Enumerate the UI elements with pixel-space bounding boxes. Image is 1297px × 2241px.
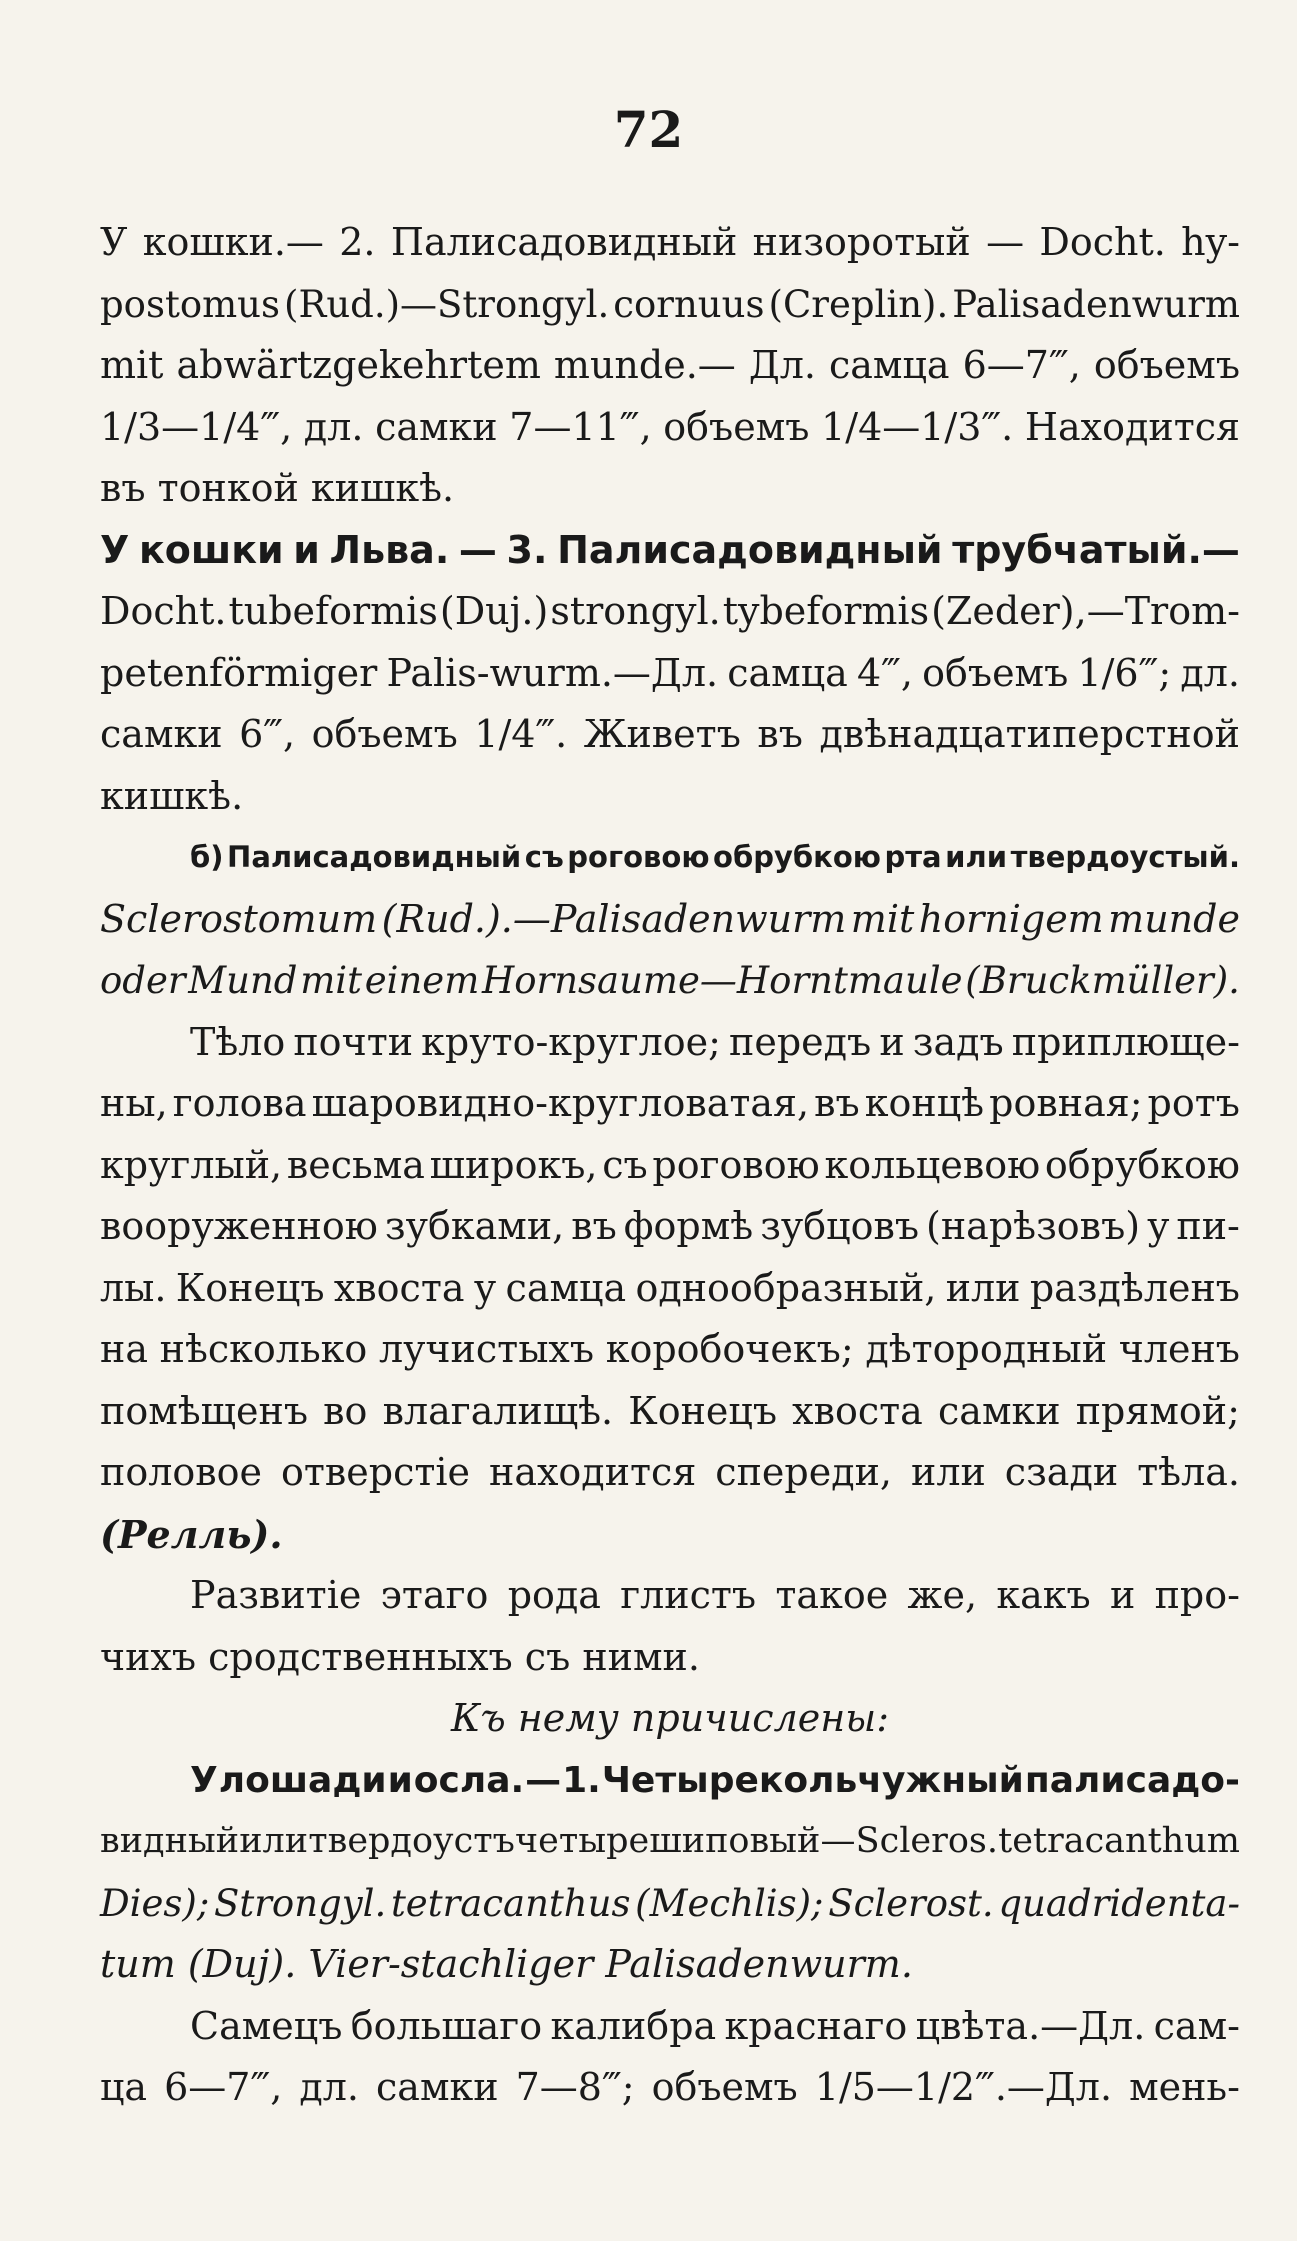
- text-line: (Релль).: [100, 1511, 283, 1557]
- text-line: вооруженною зубками, въ формѣ зубцовъ (нарѣзовъ) у пи-: [100, 1204, 1240, 1248]
- text-line: Docht. tubeformis (Duj.) strongyl. tybeformis (Zeder),—Trom-: [100, 589, 1240, 633]
- text-line: круглый, весьма широкъ, съ роговою кольцевою обрубкою: [100, 1142, 1240, 1187]
- text-line: чихъ сродственныхъ съ ними.: [100, 1634, 700, 1679]
- body-text: [100, 212, 1240, 2119]
- text-line: Самецъ большаго калибра краснаго цвѣта.—Дл. сам-: [190, 2003, 1240, 2048]
- text-line: лы. Конецъ хвоста у самца однообразный, или раздѣленъ: [100, 1265, 1240, 1310]
- text-line: Тѣло почти круто-круглое; передъ и задъ приплюще-: [190, 1019, 1240, 1064]
- text-line: видный или твердоустъ четырешиповый — Scleros. tetracanthum: [100, 1821, 1240, 1861]
- text-line: У кошки.— 2. Палисадовидный низоротый — Docht. hy-: [100, 220, 1240, 264]
- text-line: ца 6—7‴, дл. самки 7—8‴; объемъ 1/5—1/2‴.—Дл. мень-: [100, 2065, 1240, 2109]
- text-line: Sclerostomum (Rud.).—Palisadenwurm mit hornigem munde: [100, 896, 1240, 941]
- text-line: petenförmiger Palis-wurm.—Дл. самца 4‴, объемъ 1/6‴; дл.: [100, 650, 1240, 695]
- text-line: tum (Duj). Vier-stachliger Palisadenwurm.: [100, 1942, 913, 1986]
- page-number: 72: [613, 100, 684, 159]
- text-line: oder Mund mit einem Hornsaume—Horntmaule (Bruckmüller).: [100, 959, 1240, 1002]
- text-line: mit abwärtzgekehrtem munde.— Дл. самца 6—7‴, объемъ: [100, 343, 1240, 387]
- text-line: У кошки и Льва. — 3. Палисадовидный трубчатый.—: [100, 527, 1240, 572]
- text-line: кишкѣ.: [100, 773, 244, 818]
- text-line: postomus (Rud.)—Strongyl. cornuus (Creplin). Palisadenwurm: [100, 282, 1240, 326]
- text-line: У лошади и осла. — 1. Четырекольчужный палисадо-: [190, 1759, 1240, 1801]
- text-line: 1/3—1/4‴, дл. самки 7—11‴, объемъ 1/4—1/3‴. Находится: [100, 404, 1240, 449]
- text-line: Развитіе этаго рода глистъ такое же, какъ и про-: [190, 1573, 1240, 1617]
- text-line: ны, голова шаровидно-кругловатая, въ концѣ ровная; ротъ: [100, 1081, 1240, 1125]
- text-line: Dies); Strongyl. tetracanthus (Mechlis); Sclerost. quadridenta-: [100, 1881, 1240, 1925]
- section-heading: б) Палисадовидный съ роговою обрубкою рта или твердоустый.: [190, 840, 1240, 874]
- text-line: самки 6‴, объемъ 1/4‴. Живетъ въ двѣнадцатиперстной: [100, 712, 1240, 756]
- subheading: Къ нему причислены:: [450, 1696, 890, 1740]
- text-line: въ тонкой кишкѣ.: [100, 466, 455, 510]
- text-line: половое отверстіе находится спереди, или сзади тѣла.: [100, 1450, 1240, 1494]
- text-line: на нѣсколько лучистыхъ коробочекъ; дѣтородный членъ: [100, 1327, 1240, 1371]
- text-line: помѣщенъ во влагалищѣ. Конецъ хвоста самки прямой;: [100, 1388, 1240, 1433]
